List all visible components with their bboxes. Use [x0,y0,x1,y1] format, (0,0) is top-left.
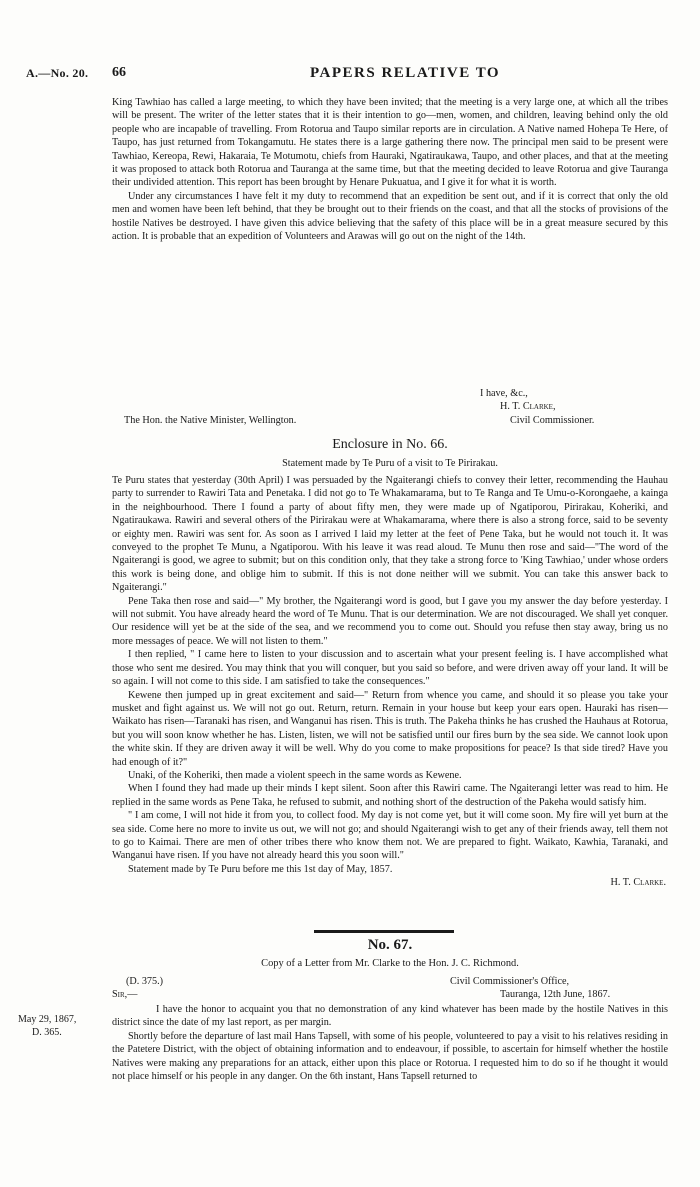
letter-66-signature-block [112,387,668,428]
letter-67-salutation: Sir,— [112,989,138,1000]
enclosure-paragraph: Kewene then jumped up in great excitement and said—" Return from whence you came, and should it so please you take your musket and fight against us. We will not go out. Return, return. Remain in your house but keep your ears open. Hauraki has risen—Waikato has risen—Taranaki has risen, and Wanganui has risen. This is truth. The Pakeha thinks he has crushed the Hauhaus at Rotorua, but you will soon know whether he has. Listen, listen, we will not be satisfied until our fires burn by the sea side. We cannot look upon the white skin. If they are driven away it will be well. Why do you come to make propositions for peace? Is that side tired? Have you had enough of it?" [112,689,668,768]
page-number: 66 [112,65,126,80]
margin-date: May 29, 1867, [18,1014,77,1025]
enclosure-signature: H. T. Clarke. [610,877,666,889]
section-divider [314,930,454,933]
addressee: The Hon. the Native Minister, Wellington. [124,414,297,426]
enclosure-paragraph: I then replied, " I came here to listen to your discussion and to ascertain what your present feeling is. I have accomplished what those who sent me desired. You may think that you will conquer, but you said so before, and were driven away off your land. It will be so again. I will not come to this side. I am satisfied to take the consequences." [112,649,668,688]
letter-66-paragraph: Under any circumstances I have felt it my duty to recommend that an expedition be sent out, and if it is correct that only the old men and women have been left behind, that they be brought out to their friends on the coast, and that all the stocks of provisions of the hostile Natives be destroyed. I have given this advice believing that the safety of this place will be in a great measure secured by this action. It is probable that an expedition of Volunteers and Arawas will go out on the night of the 14th. [112,190,668,243]
letter-66-body [112,96,668,243]
letter-67-paragraph: I have the honor to acquaint you that no demonstration of any kind whatever has been made by the hostile Natives in this district since the date of my last report, as per margin. [112,1004,668,1029]
document-reference: A.—No. 20. [26,66,89,80]
closing: I have, &c., [480,388,528,399]
page-header [26,66,676,84]
letter-67-place-date: Tauranga, 12th June, 1867. [500,989,611,1000]
enclosure-subtitle: Statement made by Te Puru of a visit to Te Pirirakau. [282,458,498,469]
enclosure-paragraph: Te Puru states that yesterday (30th April) I was persuaded by the Ngaiterangi chiefs to convey their letter, recommending the Hauhau party to surrender to Rawiri Tata and Penetaka. I did not go to Te Whakamarama, but to Te Ranga and Te Umu-o-Korongaehe, a kainga in the neighbourhood. There I found a party of about fifty men, they were made up of Ngatiporou, Pirirakau, Koheriki, and Ngatiraukawa. Rawiri and several others of the Pirirakau were at Whakamarama, where there is also a strong force, said to be seventy or eighty men. Rawiri was sent for. As soon as I arrived I laid my letter at the feet of Pene Taka, but he would not touch it. It was conveyed to the prophet Te Munu, a Ngatiporou. With his leave it was read aloud. Te Munu then rose and said—"The word of the Ngaiterangi is good, we agree to submit; but on this condition only, that they take a strong force to 'King Tawhiao,' under whose orders this work is being done, and oblige him to submit. If this is not done neither will we submit. You can take this answer back to Ngaiterangi." [112,475,668,594]
letter-67-reference: (D. 375.) [126,976,164,987]
running-title: PAPERS RELATIVE TO [310,65,501,81]
margin-reference: D. 365. [32,1027,62,1038]
signature-title: Civil Commissioner. [510,414,595,426]
letter-67-office: Civil Commissioner's Office, [450,976,570,987]
enclosure-paragraph: Pene Taka then rose and said—" My brother, the Ngaiterangi word is good, but I gave you my answer the day before yesterday. I will not submit. You have already heard the word of Te Munu. That is our determination. We are not discouraged. We shall yet conquer. Our residence will yet be at the side of the sea, and we recommend you to come out. Should you refuse then stay away, bring us no more messages of peace. We will not listen to them." [112,595,668,647]
letter-67-subtitle: Copy of a Letter from Mr. Clarke to the Hon. J. C. Richmond. [261,958,519,969]
letter-67-paragraph: Shortly before the departure of last mail Hans Tapsell, with some of his people, volunteered to pay a visit to his relatives residing in the Patetere District, with the object of obtaining information and to endeavour, if possible, to ascertain for himself whether the hostile Natives were making any preparations for an attack, either upon this place or Rotorua. I requested him to do so if he thought it would not place himself or his people in any danger. On the 6th instant, Hans Tapsell returned to [112,1030,668,1083]
letter-67-title: No. 67. [367,937,413,953]
letter-67-body [112,1003,668,1083]
margin-note [18,1013,108,1039]
enclosure-title: Enclosure in No. 66. [332,437,448,452]
enclosure-paragraph: " I am come, I will not hide it from you, to collect food. My day is not come yet, but it will come soon. My fire will yet burn at the sea side. Come here no more to invite us out, we will not go; and should Ngaiterangi wish to get any of their friends away, tell them not to go to Kaimai. There are men of other tribes there who know them not. We are prepared to fight. Waikato, Kawhia, Taranaki, and Wanganui have risen. If you have not already heard this you soon will." [112,810,668,862]
enclosure-paragraph: Unaki, of the Koheriki, then made a violent speech in the same words as Kewene. [128,769,462,781]
enclosure-paragraph: Statement made by Te Puru before me this 1st day of May, 1857. [128,863,393,875]
signature: H. T. Clarke, [500,401,556,413]
enclosure-paragraph: When I found they had made up their minds I kept silent. Soon after this Rawiri came. The Ngaiterangi letter was read to him. He replied in the same words as Pene Taka, he refused to submit, and nothing short of the destruction of the Pakeha would satisfy him. [112,783,668,808]
enclosure-body [112,474,668,890]
letter-66-paragraph: King Tawhiao has called a large meeting, to which they have been invited; that the meeting is a very large one, at which all the tribes will be present. The writer of the letter states that it is their intention to go—men, women, and children, leaving behind only the old people who are incapable of travelling. From Rotorua and Taupo similar reports are in circulation. A Native named Hohepa Te Here, of Taupo, has just returned from Tokangamutu. He states there is a large gathering there now. The principal men said to be present were Tawhiao, Kereopa, Rewi, Hakaraia, Te Motumotu, chiefs from Hauraki, Ngatiraukawa, Taupo, and other places, and that at the meeting it was proposed to attack both Rotorua and Tauranga at the same time, but that the meeting decided to leave Rotorua and give Tauranga their undivided attention. This report has been brought by Henare Pukuatua, and I give it for what it is worth. [112,97,668,189]
